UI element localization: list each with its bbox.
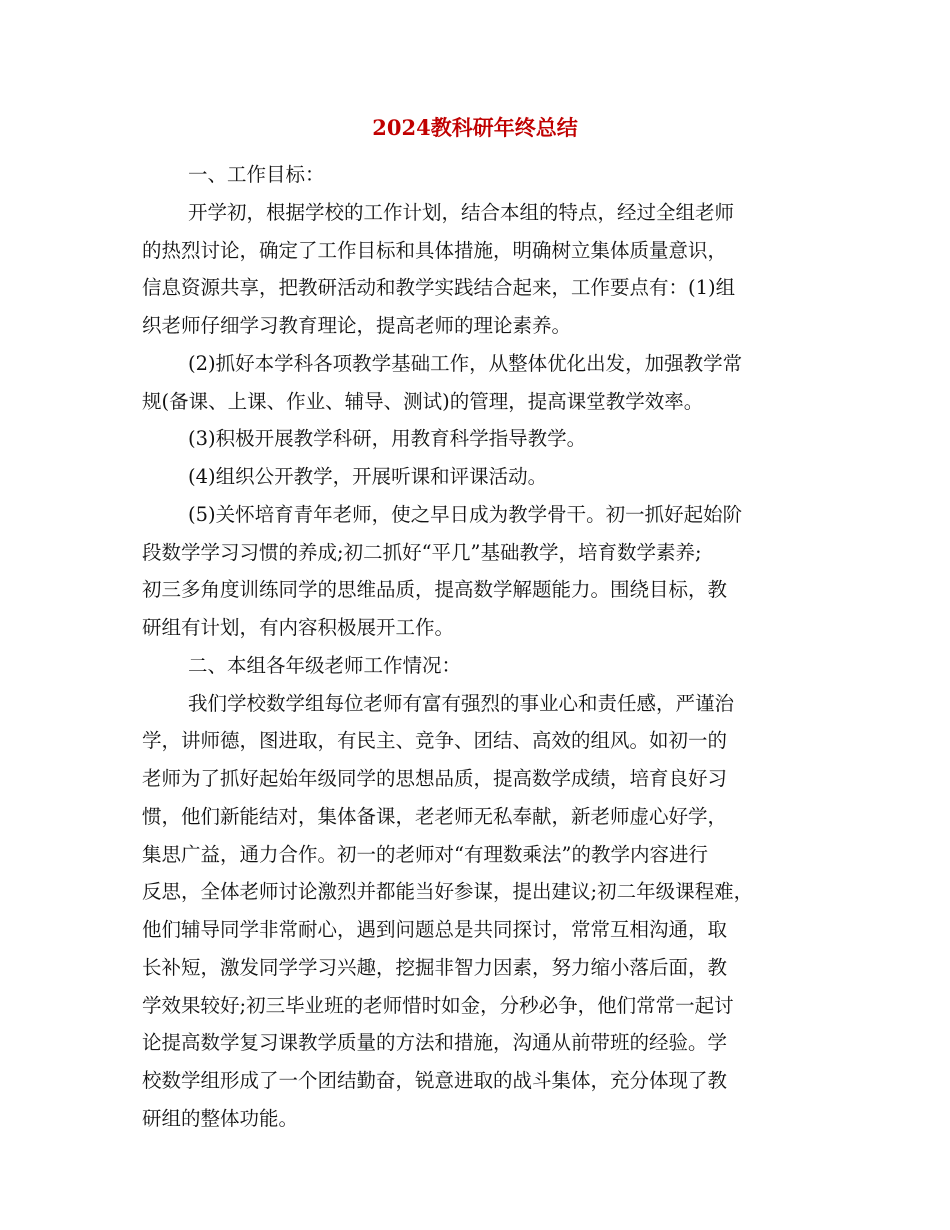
paragraph-line: 开学初，根据学校的工作计划，结合本组的特点，经过全组老师: [188, 201, 735, 224]
paragraph-line: 研组有计划，有内容积极展开工作。: [142, 616, 455, 639]
paragraph-line: 长补短，激发同学学习兴趣，挖掘非智力因素，努力缩小落后面，教: [142, 956, 728, 979]
paragraph-line: 学，讲师德，图进取，有民主、竞争、团结、高效的组风。如初一的: [142, 729, 728, 752]
paragraph-line: 段数学学习习惯的养成;初二抓好“平几”基础教学，培育数学素养;: [142, 541, 702, 564]
paragraph-line: 规(备课、上课、作业、辅导、测试)的管理，提高课堂教学效率。: [142, 390, 704, 413]
paragraph-line: 学效果较好;初三毕业班的老师惜时如金，分秒必争，他们常常一起讨: [142, 994, 734, 1017]
paragraph-line: 校数学组形成了一个团结勤奋，锐意进取的战斗集体，充分体现了教: [142, 1069, 728, 1092]
paragraph-line: 论提高数学复习课教学质量的方法和措施，沟通从前带班的经验。学: [142, 1031, 728, 1054]
document-title: 2024教科研年终总结: [372, 115, 578, 140]
paragraph-line: 研组的整体功能。: [142, 1107, 299, 1130]
paragraph-line: 织老师仔细学习教育理论，提高老师的理论素养。: [142, 314, 572, 337]
paragraph-line: 的热烈讨论，确定了工作目标和具体措施，明确树立集体质量意识，: [142, 239, 728, 262]
paragraph-line: 集思广益，通力合作。初一的老师对“有理数乘法”的教学内容进行: [142, 843, 708, 866]
paragraph-line: (2)抓好本学科各项教学基础工作，从整体优化出发，加强教学常: [188, 352, 743, 375]
paragraph-line: (3)积极开展教学科研，用教育科学指导教学。: [188, 427, 587, 450]
paragraph-line: 反思，全体老师讨论激烈并都能当好参谋，提出建议;初二年级课程难，: [142, 880, 754, 903]
paragraph-line: 老师为了抓好起始年级同学的思想品质，提高数学成绩，培育良好习: [142, 767, 728, 790]
paragraph-line: (5)关怀培育青年老师，使之早日成为教学骨干。初一抓好起始阶: [188, 503, 743, 526]
paragraph-line: 他们辅导同学非常耐心，遇到问题总是共同探讨，常常互相沟通，取: [142, 918, 728, 941]
paragraph-line: (4)组织公开教学，开展听课和评课活动。: [188, 465, 548, 488]
paragraph-line: 惯，他们新能结对，集体备课，老老师无私奉献，新老师虚心好学，: [142, 805, 728, 828]
section-heading-teachers: 二、本组各年级老师工作情况：: [188, 654, 462, 677]
paragraph-line: 信息资源共享，把教研活动和教学实践结合起来，工作要点有：(1)组: [142, 276, 736, 299]
paragraph-line: 初三多角度训练同学的思维品质，提高数学解题能力。围绕目标，教: [142, 578, 728, 601]
section-heading-goals: 一、工作目标：: [188, 163, 325, 186]
paragraph-line: 我们学校数学组每位老师有富有强烈的事业心和责任感，严谨治: [188, 692, 735, 715]
